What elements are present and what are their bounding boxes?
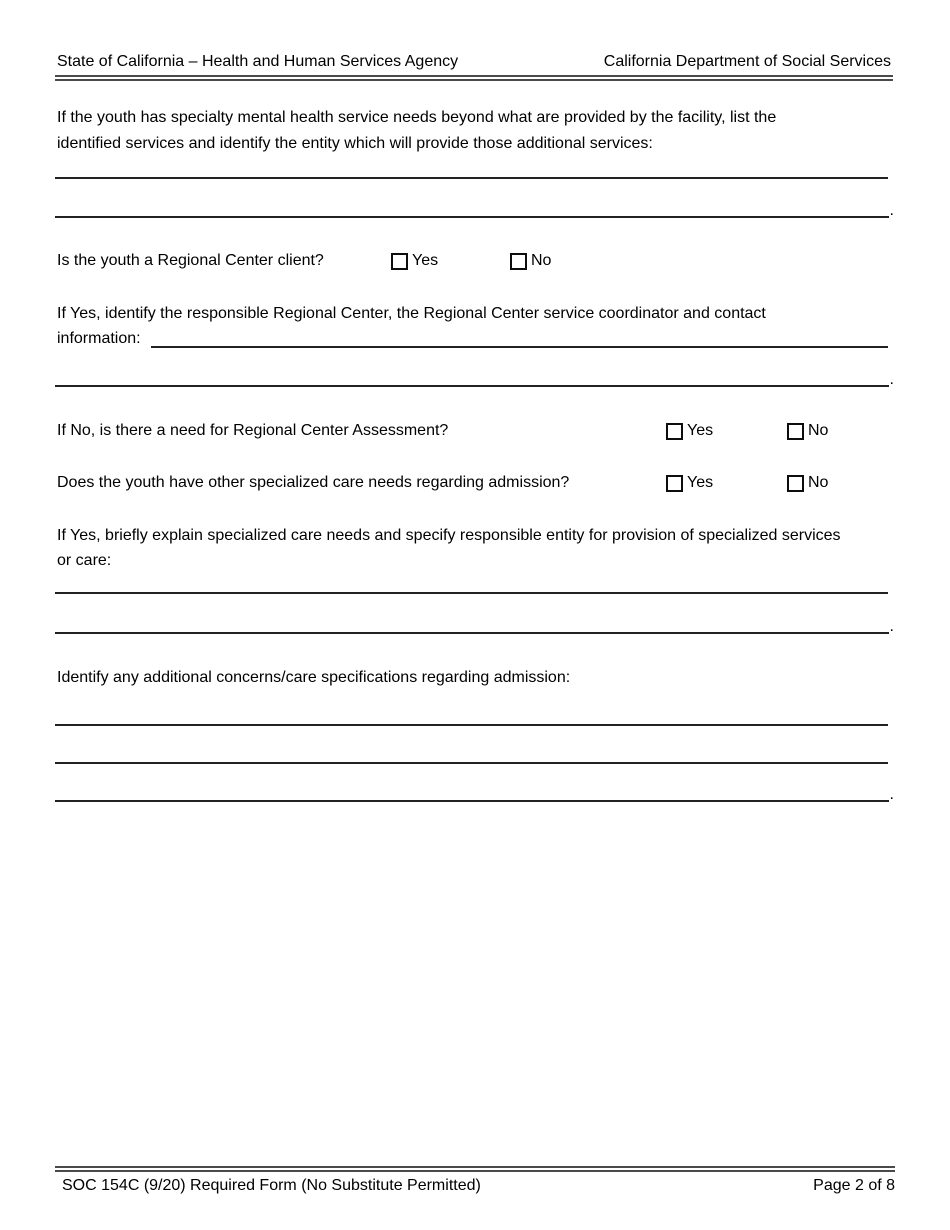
footer-page-indicator: Page 2 of 8 — [813, 1177, 895, 1194]
information-label: information: — [57, 330, 141, 347]
answer-line[interactable] — [55, 200, 889, 218]
no-label: No — [808, 474, 829, 491]
regional-center-assessment-no-checkbox[interactable] — [787, 423, 804, 440]
line-end-period: . — [889, 786, 894, 803]
header-agency-right: California Department of Social Services — [603, 53, 891, 70]
footer-divider — [55, 1166, 895, 1172]
regional-center-client-yes-checkbox[interactable] — [391, 253, 408, 270]
regional-center-assessment-row — [57, 421, 891, 441]
regional-center-assessment-question: If No, is there a need for Regional Center Assessment? — [57, 422, 449, 439]
regional-center-assessment-yes-option — [666, 421, 713, 441]
answer-line[interactable] — [55, 369, 889, 387]
regional-center-client-no-option — [510, 251, 551, 271]
regional-center-client-yes-option — [391, 251, 438, 271]
additional-concerns-answer-line-3[interactable] — [55, 784, 894, 802]
specialized-care-prompt-line1: If Yes, briefly explain specialized care needs and specify responsible entity for provision of specialized services — [57, 527, 841, 544]
line-end-period: . — [889, 202, 894, 219]
yes-label: Yes — [687, 422, 714, 439]
specialized-care-no-option — [787, 473, 828, 493]
line-end-period: . — [889, 371, 894, 388]
regional-center-client-row — [57, 251, 891, 271]
regional-center-client-question: Is the youth a Regional Center client? — [57, 252, 324, 269]
specialized-care-yes-checkbox[interactable] — [666, 475, 683, 492]
specialized-care-no-checkbox[interactable] — [787, 475, 804, 492]
additional-concerns-answer-line-1[interactable] — [55, 724, 888, 726]
yes-label: Yes — [687, 474, 714, 491]
additional-concerns-answer-line-2[interactable] — [55, 762, 888, 764]
no-label: No — [808, 422, 829, 439]
yes-label: Yes — [412, 252, 439, 269]
additional-concerns-prompt: Identify any additional concerns/care specifications regarding admission: — [57, 669, 571, 686]
regional-center-assessment-yes-checkbox[interactable] — [666, 423, 683, 440]
answer-line[interactable] — [55, 784, 889, 802]
specialty-services-prompt-line2: identified services and identify the entity which will provide those additional services: — [57, 135, 653, 152]
regional-center-contact-prompt-line1: If Yes, identify the responsible Regional Center, the Regional Center service coordinator and contact — [57, 305, 766, 322]
specialized-care-row — [57, 473, 891, 493]
regional-center-assessment-no-option — [787, 421, 828, 441]
specialty-services-prompt-line1: If the youth has specialty mental health service needs beyond what are provided by the facility, list the — [57, 109, 777, 126]
line-end-period: . — [889, 618, 894, 635]
footer-form-number: SOC 154C (9/20) Required Form (No Substitute Permitted) — [62, 1177, 481, 1194]
specialty-services-answer-line-1[interactable] — [55, 177, 888, 179]
header-divider — [55, 75, 893, 81]
specialized-care-answer-line-2[interactable] — [55, 616, 894, 634]
specialized-care-prompt-line2: or care: — [57, 552, 112, 569]
header-agency-left: State of California – Health and Human Services Agency — [57, 53, 459, 70]
regional-center-client-no-checkbox[interactable] — [510, 253, 527, 270]
regional-center-contact-answer-line-1[interactable] — [151, 330, 888, 348]
regional-center-contact-answer-line-2[interactable] — [55, 369, 894, 387]
specialized-care-answer-line-1[interactable] — [55, 592, 888, 594]
answer-line[interactable] — [55, 616, 889, 634]
specialized-care-question: Does the youth have other specialized care needs regarding admission? — [57, 474, 570, 491]
specialized-care-yes-option — [666, 473, 713, 493]
no-label: No — [531, 252, 552, 269]
specialty-services-answer-line-2[interactable] — [55, 200, 894, 218]
regional-center-contact-prompt-line2 — [57, 330, 888, 348]
